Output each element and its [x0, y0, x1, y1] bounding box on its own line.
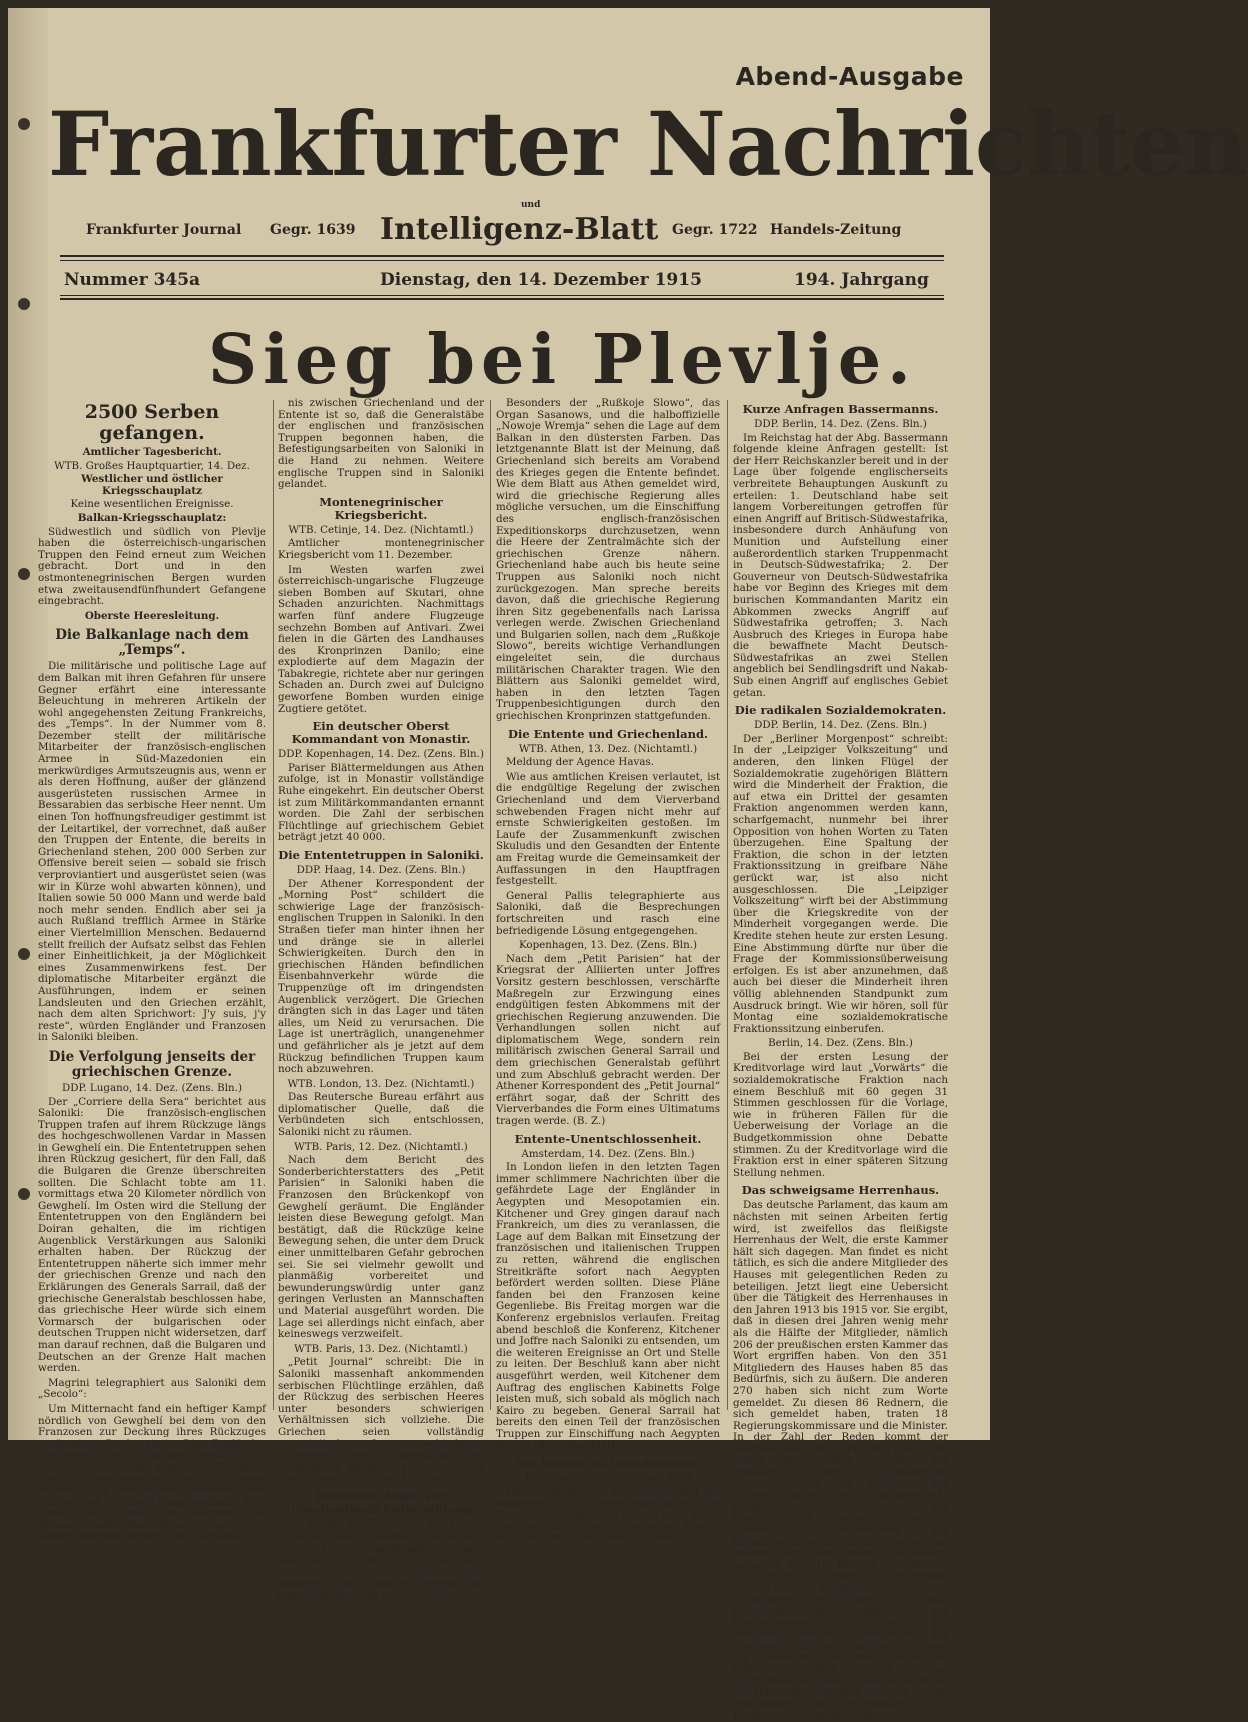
article-dateline: DDP. Berlin, 14. Dez. (Zens. Bln.): [754, 719, 927, 732]
article-dateline: WTB. Paris, 12. Dez. (Nichtamtl.): [294, 1140, 468, 1153]
column-separator: [490, 400, 491, 1410]
rule-top: [60, 255, 944, 257]
article-text: Bei der ersten Lesung der Kreditvorlage wird laut „Vorwärts“ die sozialdemokratische Fraktion nach einem Beschluß mit 60 gegen 31 Stimmen geschlossen für die Vorlage, wie in früheren Fällen für die Ueberweisung der Vorlage an die Budgetkommission ohne Debatte stimmen. Zu der Kreditvorlage wird die Fraktion erst in einer späteren Sitzung Stellung nehmen.: [733, 1050, 948, 1179]
article-headline: Entente-Unentschlossenheit.: [514, 1131, 702, 1146]
main-headline: Sieg bei Plevlje.: [208, 320, 917, 400]
subtitle-center: Intelligenz-Blatt: [380, 212, 659, 247]
binding-hole: [18, 948, 30, 960]
article-subhead: Amtlicher Tagesbericht.: [82, 446, 222, 458]
article-headline: Die Balkanlage nach dem „Temps“.: [55, 627, 249, 659]
issue-number: Nummer 345a: [64, 270, 201, 290]
article-text: Das Reutersche Bureau erfährt aus diplomatischer Quelle, daß die Verbündeten sich entschlossen, Saloniki nicht zu räumen.: [278, 1091, 484, 1139]
article-dateline: Kopenhagen, 13. Dez. (Zens. Bln.): [518, 939, 698, 952]
article-subhead: Balkan-Kriegsschauplatz:: [77, 511, 227, 524]
binding-hole: [18, 1188, 30, 1200]
article-headline: Montenegrinischer Kriegsbericht.: [319, 494, 443, 522]
article-dateline: WTB. Großes Hauptquartier, 14. Dez.: [54, 459, 250, 472]
binding-hole: [18, 298, 30, 310]
article-text: Keine wesentlichen Ereignisse.: [70, 498, 234, 511]
article-text: Im Reichstag hat der Abg. Bassermann folgende kleine Anfragen gestellt: Ist der Herr Reichskanzler bereit und in der Lage über folgende englischerseits verbreitete Behauptungen Auskunft zu erteilen: 1. Deutschland habe seit langem Vorbereitungen getroffen für einen Angriff auf Britisch-Südwestafrika, insbesondere durch Anhäufung von Munition und Aufstellung einer außerordentlich starken Truppenmacht in Deutsch-Südwestafrika; 2. Der Gouverneur von Deutsch-Südwestafrika habe vor Beginn des Krieges mit dem burischen Kommandanten Maritz ein Abkommen zwecks Angriff auf Südwestafrika getroffen; 3. Nach Ausbruch des Krieges in Europa habe die bewaffnete Macht Deutsch-Südwestafrikas an zwei Stellen angeblich bei Sendlingsdrift und Nakab-Sub einen Angriff auf englisches Gebiet getan.: [733, 431, 948, 699]
article-text: General Pallis telegraphierte aus Saloniki, daß die Besprechungen fortschreiten und rasch eine befriedigende Lösung entgegengehen.: [496, 889, 720, 937]
article-text: nis zwischen Griechenland und der Entente ist so, daß die Generalstäbe der englischen und französischen Truppen begonnen haben, die Befestigungsarbeiten von Saloniki in die Hand zu nehmen. Weitere englische Truppen sind in Saloniki gelandet.: [278, 397, 484, 491]
article-signature: Oberste Heeresleitung.: [84, 609, 220, 622]
article-headline: Ein deutscher Oberst Kommandant von Monastir.: [291, 719, 471, 747]
article-dateline: DDP. Berlin, 14. Dez. (Zens. Bln.): [754, 418, 927, 430]
article-headline: Die Wahlen in Griechenland.: [515, 1456, 701, 1471]
article-text: Um Mitternacht fand ein heftiger Kampf nördlich von Gewghelí bei dem von den Franzosen zur Deckung ihres Rückzuges geräumten Dorfe statt. Die Engländer behaupten ihre Stellungen westlich und nördlich von Doiran gegen die Bulgaren. Die Zivilbevölkerung mußte Doiran räumen. Die serbischen Behörden von Doiran sind in Saloniki angekommen. Man glaubt nicht, daß die Bulgaren bei Monastir oder Demirhissar griechisches Gebiet betreten werden. Das Verhältnis: [38, 1402, 266, 1543]
article-dateline: WTB. London, 13. Dez. (Nichtamtl.): [287, 1077, 475, 1090]
article-dateline: WTB. Athen, 13. Dez. (Nichtamtl.): [518, 742, 698, 755]
article-dateline: DDP. Lugano, 14. Dez. (Zens. Bln.): [62, 1081, 242, 1094]
article-text: Im Westen warfen zwei österreichisch-ungarische Flugzeuge sieben Bomben auf Skutari, ohne Schaden anzurichten. Nachmittags warfen fünf andere Flugzeuge sechzehn Bomben auf Antivari. Zwei fielen in die Gärten des Landhauses des Kronprinzen Danilo; eine explodierte auf dem Magazin der Tabakregie, richtete aber nur geringen Schaden an. Durch zwei auf Dulcigno geworfene Bomben wurden einige Zugtiere getötet.: [278, 563, 484, 715]
newspaper-title: Frankfurter Nachrichten: [48, 92, 1248, 196]
article-text: Magrini telegraphiert aus Saloniki dem „Secolo“:: [38, 1376, 266, 1401]
title-und: und: [521, 200, 541, 210]
article-text: Die militärische und politische Lage auf dem Balkan mit ihren Gefahren für unsere Gegner erfährt eine interessante Beleuchtung in mehreren Artikeln der wohl angegehensten Zeitung Frankreichs, des „Temps“. In der Nummer vom 8. Dezember stellt der militärische Mitarbeiter der französisch-englischen Armee in Süd-Mazedonien ein merkwürdiges Armutszeugnis aus, wenn er als deren Hoffnung, außer der glänzend ausgerüsteten russischen Armee in Bessarabien das serbische Heer nennt. Um einen Ton hoffnungsfreudiger gestimmt ist der Leitartikel, der vorrechnet, daß außer den Truppen der Entente, die bereits in Griechenland stehen, 200 000 Serben zur Offensive bereit seien — sobald sie frisch verproviantiert und ausgerüstet seien (was wir in Kürze wohl abwarten können), und Italien sowie 50 000 Mann und werde bald noch mehr senden. Endlich aber sei ja auch Rußland trefflich Armee in Stärke einer Viertelmillion Menschen. Bedauernd stellt freilich der Aufsatz selbst das Fehlen einer Einheitlichkeit, ja der Möglichkeit eines Zusammenwirkens fest. Der diplomatische Mitarbeiter ergänzt die Ausführungen, indem er seinen Landsleuten und den Griechen erzählt, nach dem alten Sprichwort: J'y suis, j'y reste“, würden Engländer und Franzosen in Saloniki bleiben.: [38, 660, 266, 1044]
founded-right: Gegr. 1722: [672, 222, 758, 238]
article-headline: Russische Angst vor Griechenlands Entscheidung.: [285, 1488, 477, 1516]
article-text: Südwestlich und südlich von Plevlje haben die österreichisch-ungarischen Truppen den Feind erneut zum Weichen gebracht. Dort und in den ostmontenegrinischen Bergen wurden etwa zweitausendfünfhundert Gefangene eingebracht.: [38, 525, 266, 608]
article-text: Nach dem „Petit Parisien“ hat der Kriegsrat der Alliierten unter Joffres Vorsitz gestern beschlossen, verschärfte Maßregeln zur Erzwingung eines endgültigen festen Abkommens mit der griechischen Regierung anzuwenden. Die Verhandlungen sollen nicht auf diplomatischem Wege, sondern rein militärisch zwischen General Sarrail und dem griechischen Generalstab geführt und zum Abschluß gebracht werden. Der Athener Korrespondent des „Petit Journal“ erfährt sogar, daß der Schritt des Vierverbandes die Form eines Ultimatums tragen werde. (B. Z.): [496, 952, 720, 1128]
article-headline: 2500 Serben gefangen.: [84, 401, 220, 444]
binding-hole: [18, 118, 30, 130]
article-dateline: Berlin. 13. Dez. (Zens. Bln.): [308, 1517, 454, 1530]
newspaper-page: [8, 8, 1248, 1722]
article-text: In London liefen in den letzten Tagen immer schlimmere Nachrichten über die gefährdete Lage der Engländer in Aegypten und Mesopotamien ein. Kitchener und Grey gingen darauf nach Frankreich, um dies zu veranlassen, die Lage auf dem Balkan mit Einsetzung der französischen und italienischen Truppen zu retten, während die englischen Streitkräfte sofort nach Aegypten befördert werden sollten. Diese Pläne fanden bei den Franzosen keine Gegenliebe. Bis Freitag morgen war die Konferenz ergebnislos verlaufen. Freitag abend beschloß die Konferenz, Kitchener und Joffre nach Saloniki zu entsenden, um die weiteren Ereignisse an Ort und Stelle zu leiten. Der Beschluß kann aber nicht ausgeführt werden, weil Kitchener dem Auftrag des englischen Kabinetts Folge leisten muß, sich sobald als möglich nach Kairo zu begeben. General Sarrail hat bereits den einen Teil der französischen Truppen zur Einschiffung nach Aegypten bereit. (Berl. Tageblatt.): [496, 1161, 720, 1452]
article-dateline: Berlin, 14. Dez. (Zens. Bln.): [768, 1037, 913, 1050]
article-headline: Die Ententetruppen in Saloniki.: [278, 848, 484, 862]
rule-bottom: [60, 298, 944, 300]
article-text: Die Wahlkampagne in Griechenland hat begonnen. Die Regierungspartei der Provinz Athen spaltete sich in zwei Teile; die eine stellte Gunaris, die andere Rhallis als Kandidaten auf. (Berl. Tageblatt.): [496, 1485, 720, 1545]
article-headline: Kurze Anfragen Bassermanns.: [742, 402, 939, 416]
article-dateline: Amsterdam, 14. Dez. (Zens. Bln.): [521, 1147, 695, 1160]
article-text: Pariser Blättermeldungen aus Athen zufolge, ist in Monastir vollständige Ruhe eingekehrt. Ein deutscher Oberst ist zum Militärkommandanten ernannt worden. Die Zahl der serbischen Flüchtlinge auf griechischem Gebiet beträgt jetzt 40 000.: [278, 761, 484, 844]
article-headline: Die Verfolgung jenseits der griechischen Grenze.: [48, 1048, 256, 1080]
column-3: [496, 397, 720, 1545]
binding-hole: [18, 568, 30, 580]
column-separator: [273, 400, 274, 1410]
column-4: [733, 398, 948, 1722]
article-text: Besonders der „Rußkoje Slowo“, das Organ Sasanows, und die halboffizielle „Nowoje Wremja“ sehen die Lage auf dem Balkan in den düstersten Farben. Das letztgenannte Blatt ist der Meinung, daß Griechenland sich bereits am Vorabend des Krieges gegen die Entente befindet. Wie dem Blatt aus Athen gemeldet wird, wird die griechische Regierung alles mögliche versuchen, um die Einschiffung des englisch-französischen Expeditionskorps durchzusetzen, wenn die Heere der Zentralmächte sich der griechischen Grenze nähern. Griechenland habe auch bis heute seine Truppen aus Saloniki noch nicht zurückgezogen. Man spreche bereits davon, daß die griechische Regierung ihren Sitz gegebenenfalls nach Larissa verlegen werde. Zwischen Griechenland und Bulgarien sollen, nach dem „Rußkoje Slowo“, bereits wichtige Verhandlungen eingeleitet sein, die durchaus militärischen Charakter tragen. Wie den Blättern aus Saloniki gemeldet wird, haben in den letzten Tagen Truppenbesichtigungen durch den griechischen Kronprinzen stattgefunden.: [496, 397, 720, 723]
rule-top-thin: [60, 260, 944, 261]
article-text: Der „Berliner Morgenpost“ schreibt: In der „Leipziger Volkszeitung“ und anderen, den linken Flügel der Sozialdemokratie zugehörigen Blättern wird die Minderheit der Fraktion, die auf etwa ein Drittel der gesamten Fraktion angenommen werden kann, scharfgemacht, nunmehr bei ihrer Opposition von hohen Worten zu Taten überzugehen. Eine Spaltung der Fraktion, die schon in der letzten Fraktionssitzung in greifbare Nähe gerückt war, ist also nicht ausgeschlossen. Die „Leipziger Volkszeitung“ wirft bei der Abstimmung über die Kriegskredite von der Minderheit vorgegangen werde. Die Kredite stehen heute zur ersten Lesung. Eine Abstimmung dürfte nur über die Frage der Kommissionsüberweisung erfolgen. Es ist aber anzunehmen, daß auch bei dieser die Minderheit ihren völlig ablehnenden Standpunkt zum Ausdruck bringt. Wie wir hören, soll für Montag eine sozialdemokratische Fraktionssitzung einberufen.: [733, 732, 948, 1035]
article-text: Meldung der Agence Havas.: [506, 756, 655, 769]
article-text: Der Athener Korrespondent der „Morning Post“ schildert die schwierige Lage der französisch-englischen Truppen in Saloniki. In den Straßen tiefer man hinter ihnen her und dränge sie in allerlei Schwierigkeiten. Durch den in griechischen Händen befindlichen Eisenbahnverkehr würde die Truppenzüge oft im dringendsten Augenblick verzögert. Die Griechen drängten sich in das Lager und täten alles, um Neid zu verursachen. Die Lage ist unerträglich, unangenehmer und gefährlicher als je jetzt auf dem Rückzug befindlichen Truppen kaum noch abzuwehren.: [278, 877, 484, 1076]
column-separator: [727, 400, 728, 1410]
article-text: „Petit Journal“ schreibt: Die in Saloniki massenhaft ankommenden serbischen Flüchtlinge erzählen, daß der Rückzug des serbischen Heeres unter besonders schwierigen Verhältnissen sich vollziehe. Die Griechen seien vollständig unparteiisch. In verschiedenen Gegenden wüten Schneestürme. Die Verpflegung gestaltet sich nur unter den schwierigsten Verhältnissen.: [278, 1356, 484, 1485]
article-dateline: DDP. Haag, 14. Dez. (Zens. Bln.): [296, 864, 466, 876]
edition-label: Abend-Ausgabe: [735, 62, 964, 91]
volume: 194. Jahrgang: [794, 270, 929, 290]
column-1: [38, 398, 266, 1543]
article-dateline: DDP. Kopenhagen, 14. Dez. (Zens. Bln.): [278, 748, 484, 761]
article-headline: Die Entente und Griechenland.: [507, 726, 708, 741]
article-text: Wie aus amtlichen Kreisen verlautet, ist die endgültige Regelung der zwischen Griechenland und dem Vierverband schwebenden Fragen nicht mehr auf ernste Schwierigkeiten gestoßen. Im Laufe der Zusammenkunft zwischen Skuludis und den Gesandten der Entente am Freitag wurde die Gemeinsamkeit der Auffassungen in den Hauptfragen festgestellt.: [496, 770, 720, 888]
article-dateline: WTB. Paris, 13. Dez. (Nichtamtl.): [294, 1342, 468, 1355]
article-dateline: WTB. Cetinje, 14. Dez. (Nichtamtl.): [288, 523, 474, 536]
column-2: [278, 397, 484, 1602]
article-text: Der „Corriere della Sera“ berichtet aus Saloniki: Die französisch-englischen Truppen trafen auf ihrem Rückzuge längs des hochgeschwollenen Vardar in Massen in Gewghelí ein. Die Ententetruppen sehen ihren Rückzug gesichert, für den Fall, daß die Bulgaren die Grenze überschreiten sollten. Die Schlacht tobte am 11. vormittags etwa 20 Kilometer nördlich von Gewghelí. Im Osten wird die Stellung der Ententetruppen von den Engländern bei Doiran gehalten, die im richtigen Augenblick Verstärkungen aus Saloniki erhalten haben. Der Rückzug der Ententetruppen näherte sich immer mehr der griechischen Grenze und nach den Erklärungen des Generals Sarrail, daß der griechische Generalstab beschlossen habe, das griechische Heer würde sich einem Vormarsch der bulgarischen oder deutschen Truppen nicht widersetzen, darf man darauf rechnen, daß die Bulgaren und Deutschen an der Grenze Halt machen werden.: [38, 1095, 266, 1375]
founded-left: Gegr. 1639: [270, 222, 356, 238]
article-text: Der von der russischen Grenze wird dem „8 Uhr-Abendblatt“ unterm heutigen Datum gedrahtet: Außerordentlich pessimistisch bespricht die russische Presse die gegenwärtige Lage in Griechenland.: [278, 1531, 484, 1602]
article-dateline: DDP. Genf, 13. Dez. (Zens. Bln.): [525, 1472, 691, 1485]
article-headline: Das schweigsame Herrenhaus.: [741, 1183, 940, 1198]
article-subhead: Westlicher und östlicher Kriegsschauplatz: [81, 473, 223, 497]
article-headline: Die radikalen Sozialdemokraten.: [734, 703, 947, 718]
issue-date: Dienstag, den 14. Dezember 1915: [380, 270, 702, 290]
subtitle-left: Frankfurter Journal: [86, 222, 242, 238]
article-text: Amtlicher montenegrinischer Kriegsbericht vom 11. Dezember.: [278, 537, 484, 561]
article-text: Das deutsche Parlament, das kaum am nächsten mit seinen Arbeiten fertig wird, ist zweifellos das fleißigste Herrenhaus der Welt, die erste Kammer hält sich dagegen. Man findet es nicht tätlich, es sich die andere Mitglieder des Hauses mit gelegentlichen Reden zu beteiligen. Jetzt liegt eine Uebersicht über die Tätigkeit des Herrenhauses in den Jahren 1913 bis 1915 vor. Sie ergibt, daß in diesen drei Jahren wenig mehr als die Hälfte der Mitglieder, nämlich 206 der preußischen ersten Kammer das Wort ergriffen haben. Von den 351 Mitgliedern des Hauses haben 85 das Bedürfnis, sich zu äußern. Die anderen 270 haben sich nicht zum Worte gemeldet. Zu diesen 86 Rednern, die sich gemeldet haben, traten 18 Regierungskommissare und die Minister. In der Zahl der Reden kommt der Reichskanzler, der in Preußen auch noch erster Staatsminister ist, dann der Minister der auswärtigen Angelegenheiten als Minister des Innern, ferner der Staatssekretär Freiherr von Schorlemer, der Finanzminister Lentze, Sydow, v. Loebell, v. Schorlemer, der Handelsminister, Dr. Solf, v. Jagow und andere. Von den anderen Ministern sprachen noch Dr. Beseler, v. Delbrück, Dr. Lentze, v. Loebell, v. Schorlemer, Sydow, Dr. Solf, Kriegsminister Wild von Hohenborn, der Minister für Elsaß-Lothringen, der Reichskanzler, der Kolonialsekretär, v. Tirpitz, der Reichsschatzsekretär Helfferich, der Staatssekretär des Aeußeren v. Jagow, die ebenfalls als drei preußische Minister sind. Von den Herrenhausmitgliedern wären noch zu erwähnen der Präsident Graf von Arnim-Boitzenburg, der Reichskanzler, der Freiherr v. Richthofen-Damsdorf, der: [733, 1199, 948, 1722]
rule-bottom-thin: [60, 295, 944, 296]
article-text: Nach dem Bericht des Sonderberichterstatters des „Petit Parisien“ in Saloniki haben die Franzosen den Brückenkopf von Gewghelí geräumt. Die Engländer leisten diese Bewegung gefolgt. Man bestätigt, daß die Rückzüge keine Bewegung sehen, die unter dem Druck einer unmittelbaren Gefahr gebrochen sei. Sie sei vielmehr gewollt und planmäßig vorbereitet und bewunderungswürdig unter ganz geringen Verlusten an Mannschaften und Material ausgeführt worden. Die Lage sei allerdings nicht einfach, aber keineswegs verzweifelt.: [278, 1154, 484, 1341]
subtitle-right: Handels-Zeitung: [770, 222, 902, 238]
